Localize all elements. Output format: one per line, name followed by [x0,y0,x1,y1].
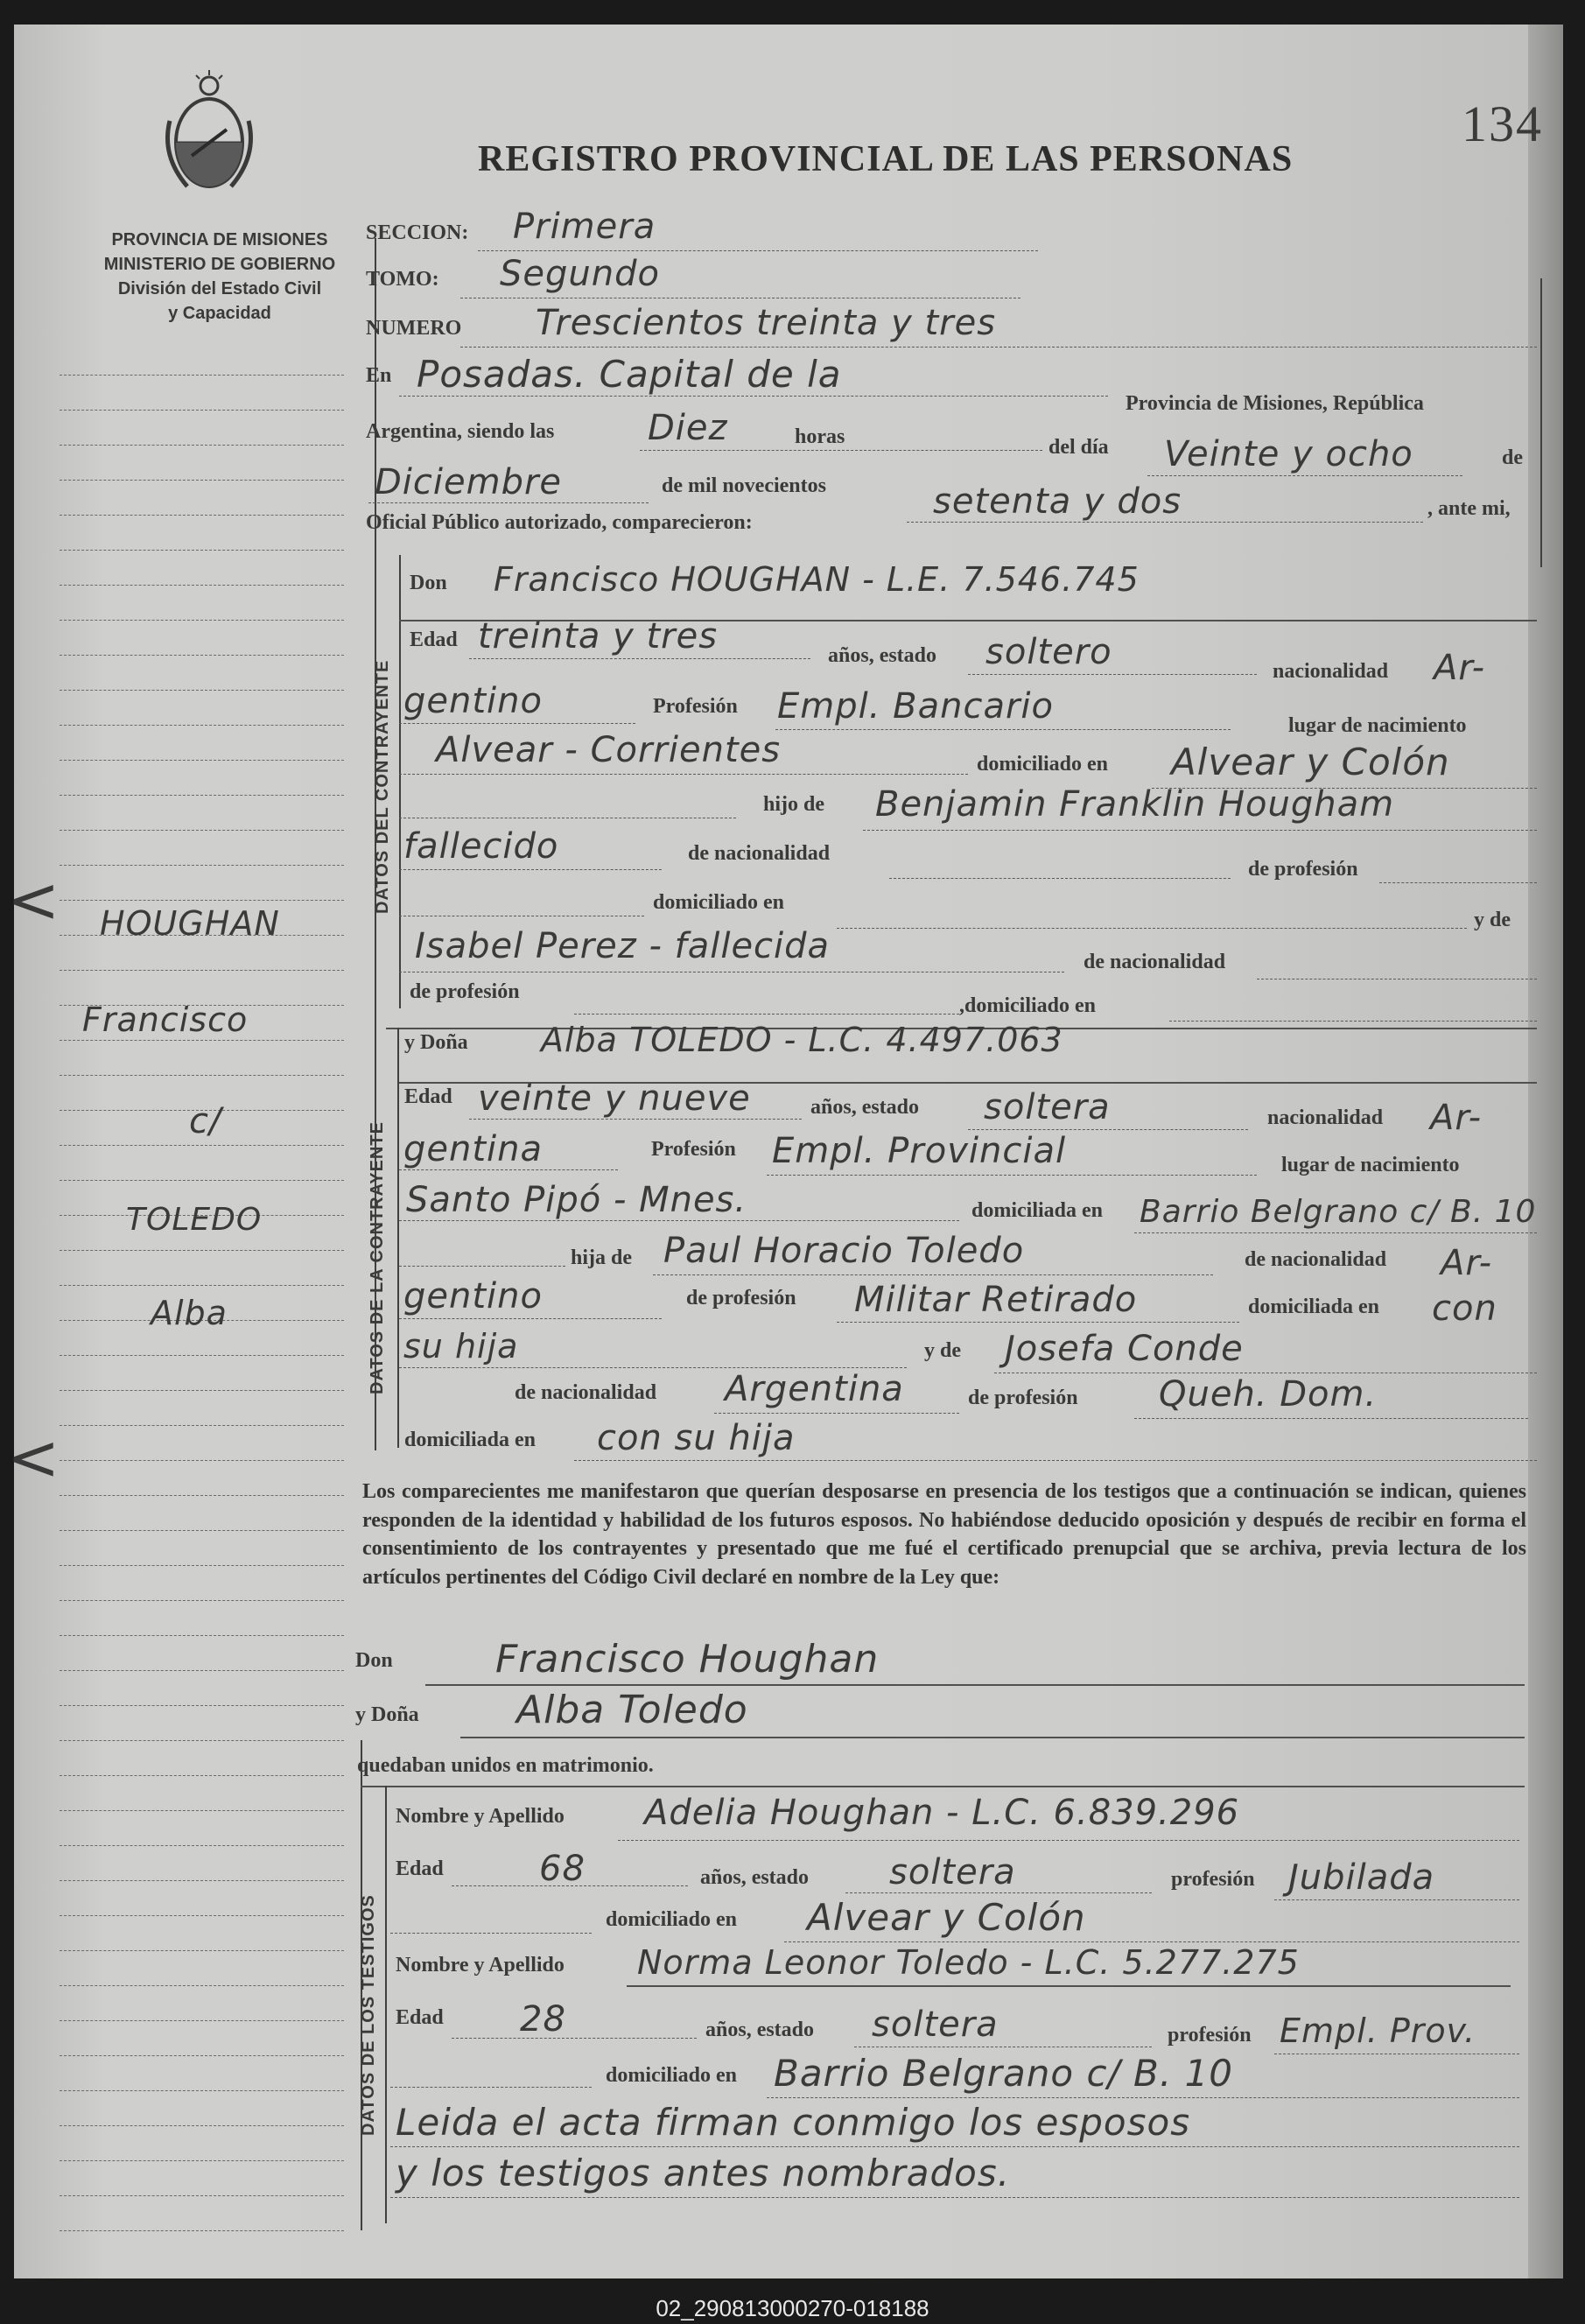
groom-estado-label: años, estado [828,644,937,667]
bride-domicilio-value: Barrio Belgrano c/ B. 10 [1140,1194,1537,1230]
tomo-value: Segundo [500,254,660,294]
w1-edad-value: 68 [539,1849,586,1889]
horas-value: Diez [648,408,728,448]
del-dia-label: del día [1048,436,1109,459]
groom-de-nacionalidad-label: de nacionalidad [688,842,831,865]
groom-nacimiento-value: Alvear - Corrientes [436,730,782,770]
bride-madre-domicilio-value: con su hija [597,1418,796,1458]
form-border-right [1540,278,1542,567]
bride-profesion-label: Profesión [651,1138,736,1161]
bride-padre-nacionalidad-1: Ar- [1441,1243,1493,1283]
oficial-text: Oficial Público autorizado, comparecieron: [366,511,753,534]
groom-padre-value: Benjamin Franklin Hougham [875,784,1395,825]
image-caption: 02_290813000270-018188 [656,2295,929,2321]
office-block [75,228,364,326]
w1-edad-label: Edad [396,1857,444,1880]
bride-hija-label: hija de [571,1246,633,1269]
provincia-text: Provincia de Misiones, República [1126,392,1424,415]
bride-madre-value: Josefa Conde [1005,1329,1244,1369]
bride-edad-label: Edad [404,1085,452,1108]
bride-nacimiento-value: Santo Pipó - Mnes. [406,1180,747,1220]
w1-estado-value: soltera [889,1852,1016,1892]
margin-spouse-surname: TOLEDO [126,1202,263,1238]
tomo-label: TOMO: [366,268,439,291]
bride-padre-domicilio-2: su hija [403,1327,519,1366]
w1-nombre-value: Adelia Houghan - L.C. 6.839.296 [644,1793,1240,1833]
w2-domicilio-value: Barrio Belgrano c/ B. 10 [774,2052,1234,2095]
office-line: y Capacidad [168,304,271,323]
bride-box-border [397,1028,399,1448]
w2-profesion-label: profesión [1168,2024,1252,2047]
witness-box-border [385,1786,387,2223]
w2-profesion-value: Empl. Prov. [1280,2012,1476,2050]
margin-bracket-icon: < [7,863,60,937]
bride-nacionalidad-label: nacionalidad [1267,1106,1384,1129]
w2-nombre-value: Norma Leonor Toledo - L.C. 5.277.275 [637,1943,1300,1982]
bride-madre-domicilio-label: domiciliada en [404,1429,537,1451]
bride-padre-domicilio-label: domiciliada en [1248,1295,1380,1318]
groom-edad-label: Edad [410,628,458,651]
bride-madre-nacionalidad-value: Argentina [725,1369,904,1409]
bride-nacionalidad-2: gentina [403,1129,544,1169]
w2-edad-label: Edad [396,2006,444,2029]
w1-profesion-label: profesión [1171,1868,1255,1891]
en-label: En [366,364,392,387]
office-line: División del Estado Civil [117,279,322,298]
bride-padre-nacionalidad-2: gentino [403,1276,543,1316]
groom-nacionalidad-1: Ar- [1434,648,1486,688]
w1-profesion-value: Jubilada [1288,1857,1435,1898]
groom-domicilio-label: domiciliado en [977,753,1109,776]
groom-side-label: DATOS DEL CONTRAYENTE [373,659,392,914]
groom-de-profesion-label: de profesión [1248,858,1358,881]
page-number: 134 [1462,95,1543,152]
groom-hijo-label: hijo de [763,793,825,816]
groom-edad-value: treinta y tres [478,616,719,656]
dia-value: Veinte y ocho [1164,434,1413,474]
groom-padre-estado: fallecido [403,826,559,867]
office-line: MINISTERIO DE GOBIERNO [103,255,336,274]
bride-madre-profesion-value: Queh. Dom. [1159,1374,1378,1415]
de-label: de [1502,446,1523,469]
margin-bracket-icon: < [7,1421,60,1494]
decl-don-value: Francisco Houghan [495,1637,880,1682]
w2-edad-value: 28 [520,1999,566,2040]
bride-nacionalidad-1: Ar- [1430,1098,1483,1138]
groom-madre-nacionalidad-label: de nacionalidad [1084,951,1226,973]
bride-padre-value: Paul Horacio Toledo [663,1231,1025,1271]
decl-dona-label: y Doña [355,1703,419,1726]
closing-note-line-2: y los testigos antes nombrados. [396,2152,1011,2194]
bride-nacimiento-label: lugar de nacimiento [1281,1154,1460,1176]
groom-profesion-label: Profesión [653,695,738,718]
document-page [7,25,1563,2278]
margin-spouse-given-name: Alba [151,1294,228,1332]
numero-label: NUMERO [366,317,462,340]
bride-y-de-label: y de [924,1339,961,1362]
office-line: PROVINCIA DE MISIONES [111,230,328,249]
w1-domicilio-label: domiciliado en [606,1908,738,1931]
mil-text: de mil novecientos [662,474,826,497]
seccion-value: Primera [513,207,656,247]
ante-text: , ante mi, [1427,497,1511,520]
w1-domicilio-value: Alvear y Colón [807,1896,1086,1939]
groom-estado-value: soltero [985,632,1112,672]
bride-madre-profesion-label: de profesión [968,1387,1078,1409]
groom-domicilio-value: Alvear y Colón [1171,741,1450,783]
bride-padre-profesion-label: de profesión [686,1287,796,1309]
argentina-text: Argentina, siendo las [366,420,555,443]
closing-note-line-1: Leida el acta firman conmigo los esposos [396,2101,1191,2144]
margin-connector: c/ [189,1101,222,1141]
bride-padre-nacionalidad-label: de nacionalidad [1245,1248,1387,1271]
bride-profesion-value: Empl. Provincial [772,1131,1067,1171]
bride-estado-label: años, estado [810,1096,920,1119]
mes-value: Diciembre [375,462,563,502]
margin-surname: HOUGHAN [100,904,280,943]
groom-nacionalidad-label: nacionalidad [1273,660,1389,683]
groom-domiciliado-en-label: domiciliado en [653,891,785,914]
w2-domicilio-label: domiciliado en [606,2064,738,2087]
bride-estado-value: soltera [984,1087,1111,1127]
document-title: REGISTRO PROVINCIAL DE LAS PERSONAS [478,139,1294,179]
w1-estado-label: años, estado [700,1866,810,1889]
groom-don-label: Don [410,572,447,594]
bride-edad-value: veinte y nueve [478,1078,751,1119]
w2-nombre-label: Nombre y Apellido [396,1954,565,1976]
bride-padre-profesion-value: Militar Retirado [854,1280,1138,1320]
groom-madre-value: Isabel Perez - fallecida [415,926,831,966]
groom-box-border [399,555,401,1008]
bride-side-label: DATOS DE LA CONTRAYENTE [368,1121,387,1394]
groom-madre-profesion-label: de profesión [410,980,520,1003]
en-value: Posadas. Capital de la [417,353,842,396]
bride-name: Alba TOLEDO - L.C. 4.497.063 [541,1021,1063,1059]
groom-profesion-value: Empl. Bancario [777,686,1055,727]
groom-madre-domicilio-label: ,domiciliado en [959,994,1097,1017]
decl-don-label: Don [355,1649,393,1672]
numero-value: Trescientos treinta y tres [536,303,997,343]
seccion-label: SECCION: [366,221,469,244]
anio-value: setenta y dos [933,481,1182,522]
w2-estado-label: años, estado [705,2019,815,2041]
groom-nacionalidad-2: gentino [403,681,543,721]
bride-padre-domicilio-1: con [1432,1288,1497,1329]
groom-nacimiento-label: lugar de nacimiento [1288,714,1467,737]
w2-estado-value: soltera [872,2005,999,2045]
horas-label: horas [795,425,845,448]
binding-edge [1528,25,1563,2278]
bride-madre-nacionalidad-label: de nacionalidad [515,1381,657,1404]
groom-name: Francisco HOUGHAN - L.E. 7.546.745 [494,560,1140,599]
decl-closing: quedaban unidos en matrimonio. [357,1754,654,1777]
coat-of-arms-icon [161,68,257,200]
w1-nombre-label: Nombre y Apellido [396,1805,565,1828]
margin-given-name: Francisco [82,1001,249,1039]
bride-dona-label: y Doña [404,1031,468,1054]
bride-domicilio-label: domiciliada en [971,1199,1104,1222]
decl-dona-value: Alba Toledo [516,1688,748,1732]
declaration-paragraph: Los comparecientes me manifestaron que querían desposarse en presencia de los testigos que a continuación se indican, quienes responden de la identidad y habilidad de los futuros esposos. No habiéndose deducido oposición y después de recibir en forma el consentimiento de los contrayentes y presentado que me fué el certificado prenupcial que se archiva, previa lectura de los artículos pertinentes del Código Civil declaré en nombre de la Ley que: [362,1480,1526,1589]
groom-y-de-label: y de [1474,909,1511,931]
witness-side-label: DATOS DE LOS TESTIGOS [359,1894,378,2136]
